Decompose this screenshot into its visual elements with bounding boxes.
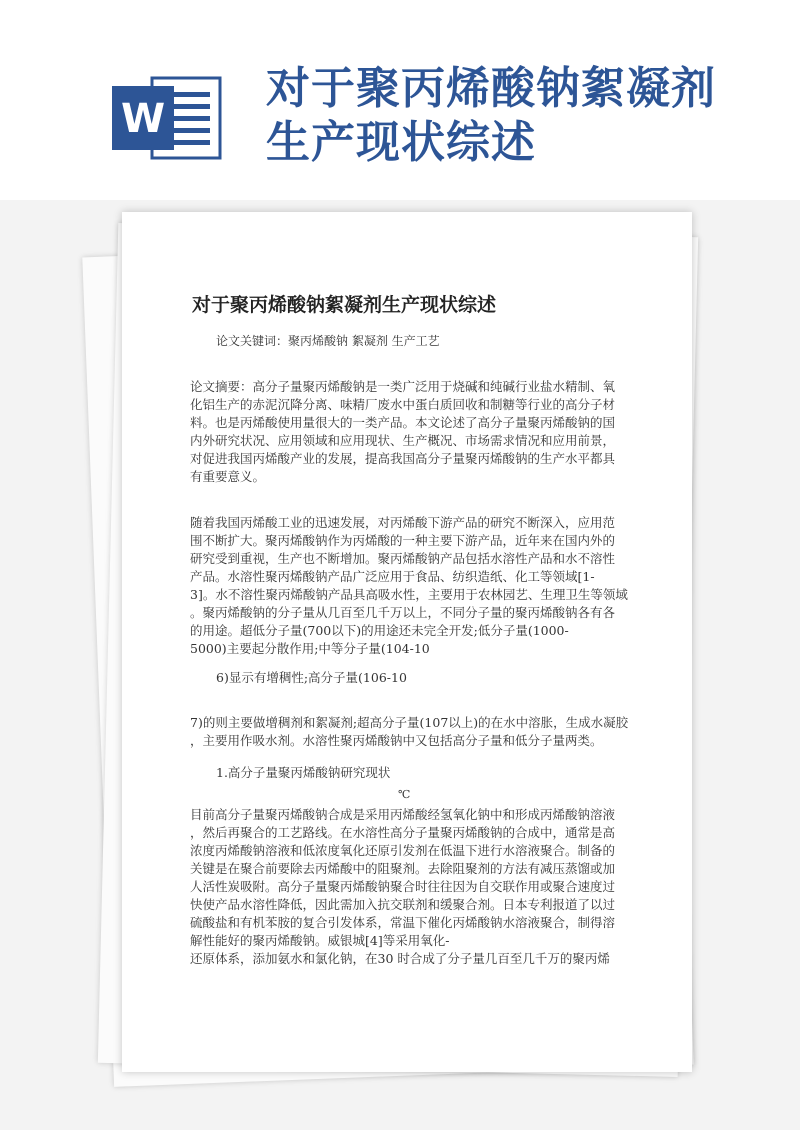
degree-symbol: ℃ bbox=[398, 788, 411, 801]
text-line: 3]。水不溶性聚丙烯酸钠产品具高吸水性，主要用于农林园艺、生理卫生等领域 bbox=[190, 587, 628, 602]
header-banner bbox=[0, 0, 800, 200]
text-line: 解性能好的聚丙烯酸钠。威银城[4]等采用氧化- bbox=[190, 933, 450, 948]
text-line: 化铝生产的赤泥沉降分离、味精厂废水中蛋白质回收和制糖等行业的高分子材 bbox=[190, 397, 616, 412]
text-line: 6)显示有增稠性;高分子量(106-10 bbox=[216, 670, 407, 685]
text-line: 产品。水溶性聚丙烯酸钠产品广泛应用于食品、纺织造纸、化工等领域[1- bbox=[190, 569, 595, 584]
research-paragraph bbox=[190, 806, 635, 968]
text-line: 人活性炭吸附。高分子量聚丙烯酸钠聚合时往往因为自交联作用或聚合速度过 bbox=[190, 879, 616, 894]
text-line: 快使产品水溶性降低，因此需加入抗交联剂和缓聚合剂。日本专利报道了以过 bbox=[190, 897, 616, 912]
logo-letter: W bbox=[120, 96, 166, 142]
text-line: ，然后再聚合的工艺路线。在水溶性高分子量聚丙烯酸钠的合成中，通常是高 bbox=[190, 825, 616, 840]
text-line: 目前高分子量聚丙烯酸钠合成是采用丙烯酸经氢氧化钠中和形成丙烯酸钠溶液 bbox=[190, 807, 616, 822]
text-line: ，主要用作吸水剂。水溶性聚丙烯酸钠中又包括高分子量和低分子量两类。 bbox=[190, 733, 603, 748]
text-line: 硫酸盐和有机苯胺的复合引发体系，常温下催化丙烯酸钠水溶液聚合，制得溶 bbox=[190, 915, 616, 930]
keywords-line: 论文关键词：聚丙烯酸钠 絮凝剂 生产工艺 bbox=[216, 334, 440, 348]
text-line: 内外研究状况、应用领域和应用现状、生产概况、市场需求情况和应用前景， bbox=[190, 433, 616, 448]
text-line: 料。也是丙烯酸使用量很大的一类产品。本文论述了高分子量聚丙烯酸钠的国 bbox=[190, 415, 616, 430]
text-line: 随着我国丙烯酸工业的迅速发展，对丙烯酸下游产品的研究不断深入，应用范 bbox=[190, 515, 616, 530]
text-line: 论文摘要：高分子量聚丙烯酸钠是一类广泛用于烧碱和纯碱行业盐水精制、氧 bbox=[190, 379, 616, 394]
text-line: 浓度丙烯酸钠溶液和低浓度氧化还原引发剂在低温下进行水溶液聚合。制备的 bbox=[190, 843, 616, 858]
text-line: 。聚丙烯酸钠的分子量从几百至几千万以上，不同分子量的聚丙烯酸钠各有各 bbox=[190, 605, 616, 620]
word-document-icon bbox=[112, 72, 224, 164]
hero-title-line-2: 生产现状综述 bbox=[266, 117, 536, 168]
intro-paragraph bbox=[190, 514, 635, 658]
text-line: 的用途。超低分子量(700以下)的用途还未完全开发;低分子量(1000- bbox=[190, 623, 569, 638]
text-line: 还原体系，添加氨水和氯化钠，在30 时合成了分子量几百至几千万的聚丙烯 bbox=[190, 951, 610, 966]
text-line: 对促进我国丙烯酸产业的发展，提高我国高分子量聚丙烯酸钠的生产水平都具 bbox=[190, 451, 616, 466]
text-line: 围不断扩大。聚丙烯酸钠作为丙烯酸的一种主要下游产品，近年来在国内外的 bbox=[190, 533, 616, 548]
text-line: 7)的则主要做增稠剂和絮凝剂;超高分子量(107以上)的在水中溶胀，生成水凝胶 bbox=[190, 715, 629, 730]
document-page bbox=[122, 212, 692, 1072]
hero-title-line-1: 对于聚丙烯酸钠絮凝剂 bbox=[266, 63, 716, 114]
text-line: 有重要意义。 bbox=[190, 469, 266, 484]
paragraph bbox=[190, 714, 635, 750]
abstract-paragraph bbox=[190, 378, 635, 486]
document-title: 对于聚丙烯酸钠絮凝剂生产现状综述 bbox=[192, 294, 497, 316]
text-line: 研究受到重视，生产也不断增加。聚丙烯酸钠产品包括水溶性产品和水不溶性 bbox=[190, 551, 616, 566]
hero-title bbox=[266, 62, 766, 170]
text-line: 5000)主要起分散作用;中等分子量(104-10 bbox=[190, 641, 430, 656]
text-line: 关键是在聚合前要除去丙烯酸中的阻聚剂。去除阻聚剂的方法有减压蒸馏或加 bbox=[190, 861, 616, 876]
section-heading: 1.高分子量聚丙烯酸钠研究现状 bbox=[216, 765, 391, 780]
